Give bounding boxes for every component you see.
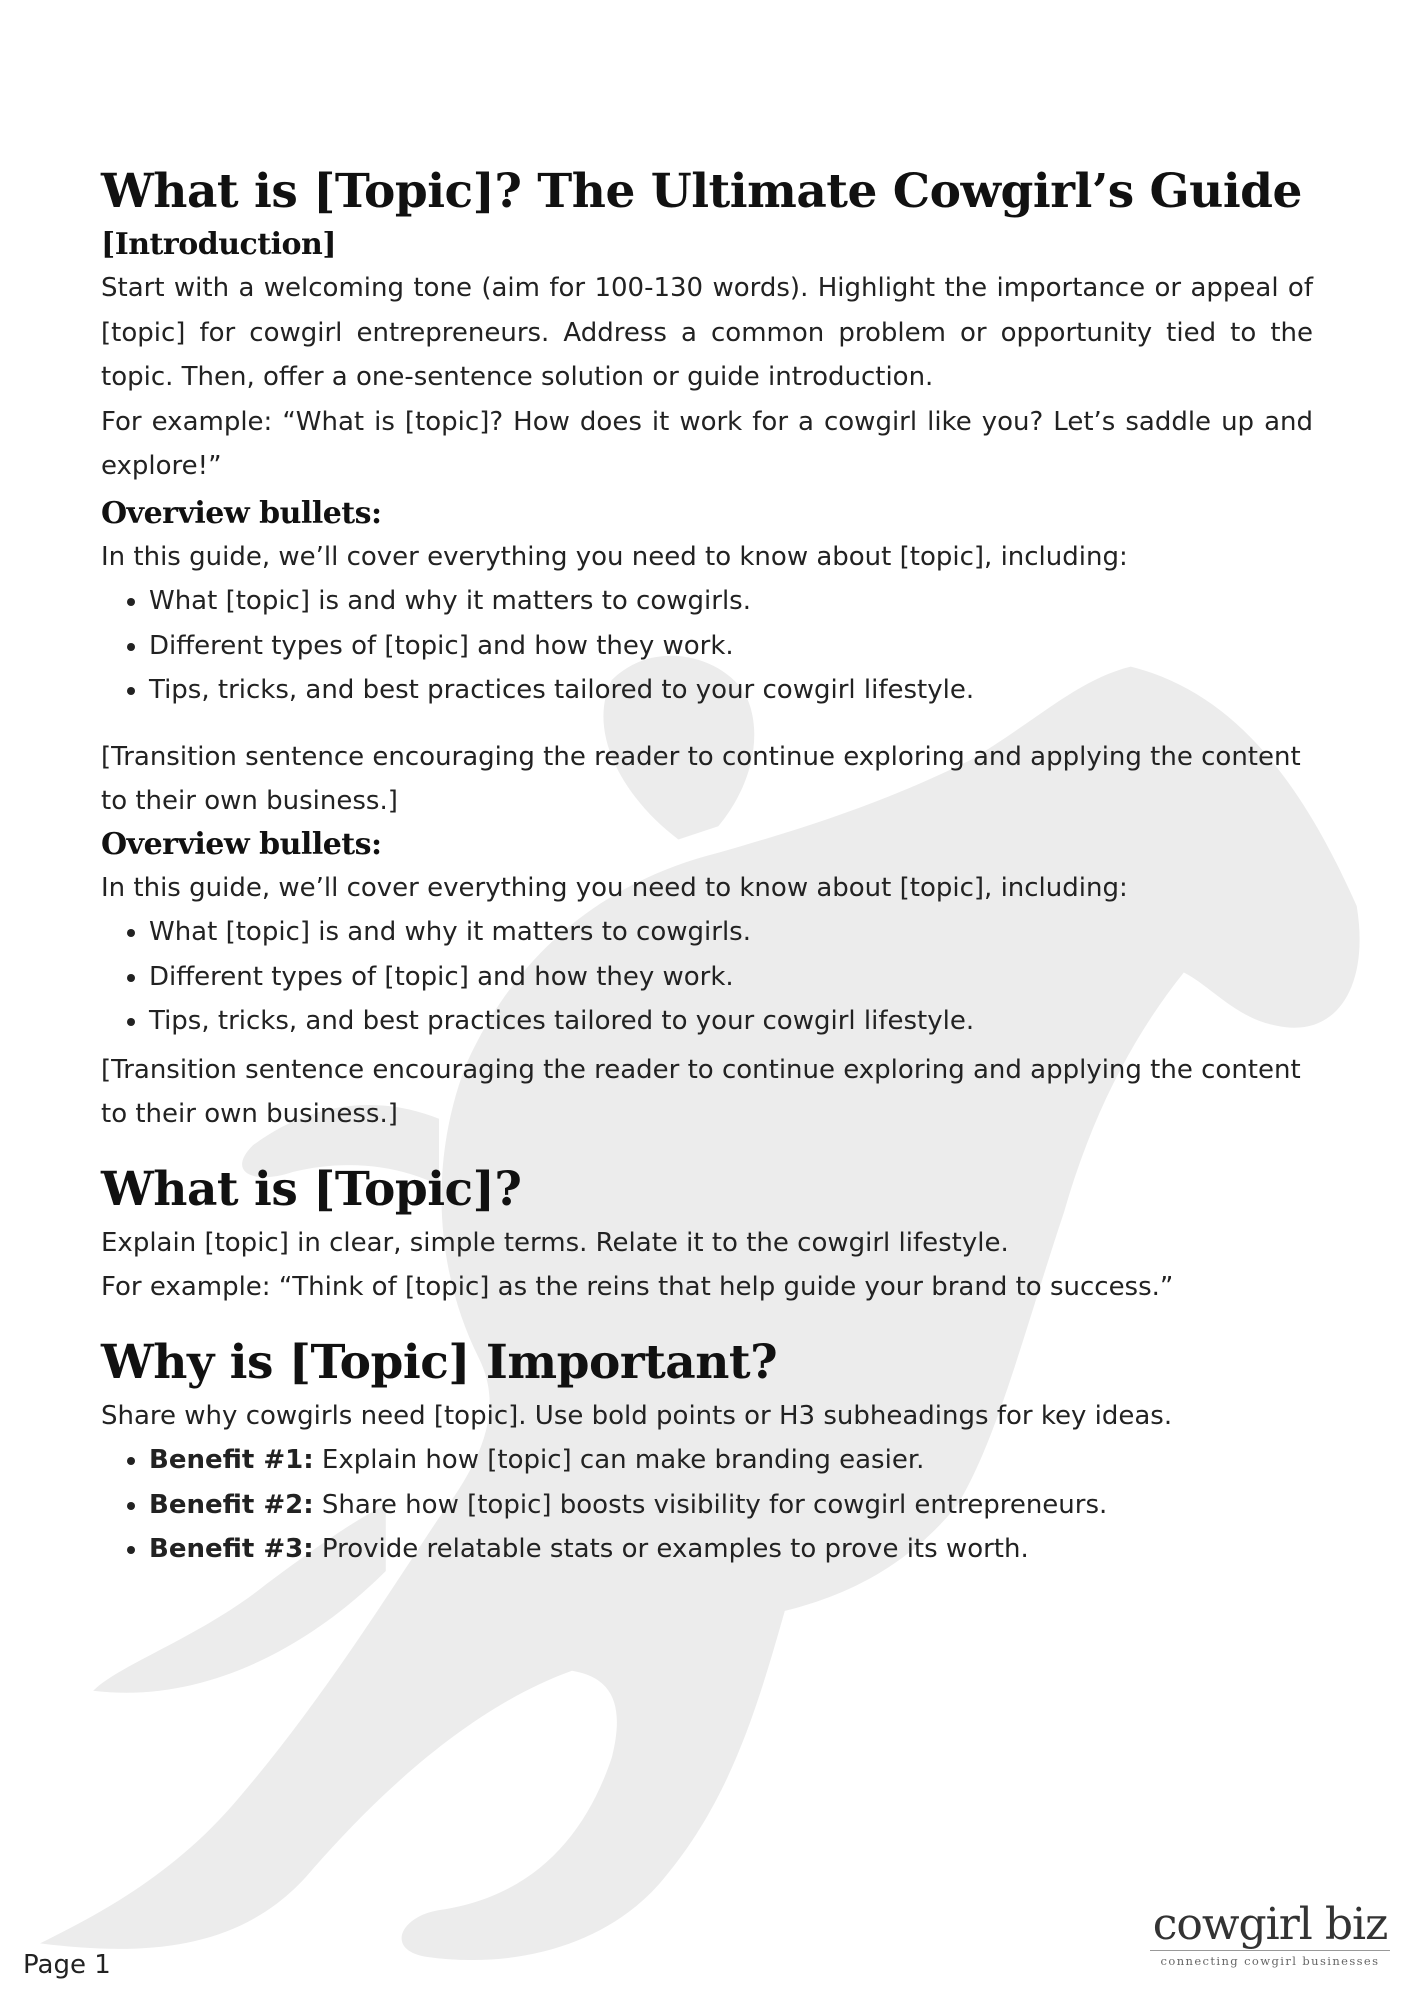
what-is-example: For example: “Think of [topic] as the reins that help guide your brand to success.” [101, 1272, 1174, 1302]
list-item: • Different types of [topic] and how they work. [149, 624, 1313, 669]
why-important-text: Share why cowgirls need [topic]. Use bold points or H3 subheadings for key ideas. [101, 1400, 1173, 1431]
why-important-heading: Why is [Topic] Important? [101, 1334, 778, 1390]
benefit-label: Benefit #3: [149, 1534, 314, 1564]
benefits-list [101, 1438, 1313, 1572]
intro-example: For example: “What is [topic]? How does it work for a cowgirl like you? Let’s saddle up and explore!” [101, 406, 1313, 481]
what-is-text: Explain [topic] in clear, simple terms. Relate it to the cowgirl lifestyle. [101, 1227, 1009, 1258]
list-item: • Tips, tricks, and best practices tailored to your cowgirl lifestyle. [149, 668, 1313, 713]
transition-sentence-1: [Transition sentence encouraging the reader to continue exploring and applying the content to their own business.] [101, 741, 1301, 816]
document-body [101, 160, 1313, 1572]
page-number: Page 1 [23, 1950, 111, 1980]
benefit-label: Benefit #1: [149, 1445, 314, 1475]
logo-tagline: connecting cowgirl businesses [1150, 1950, 1390, 1968]
benefit-label: Benefit #2: [149, 1489, 314, 1520]
transition-sentence-2: [Transition sentence encouraging the reader to continue exploring and applying the content to their own business.] [101, 1054, 1301, 1129]
overview-lead-1: In this guide, we’ll cover everything you need to know about [topic], including: [101, 541, 1128, 572]
benefit-text: Explain how [topic] can make branding easier. [313, 1445, 925, 1475]
overview-lead-2: In this guide, we’ll cover everything you need to know about [topic], including: [101, 872, 1128, 903]
benefit-text: Provide relatable stats or examples to prove its worth. [313, 1534, 1029, 1564]
list-item: • What [topic] is and why it matters to cowgirls. [149, 910, 1313, 955]
intro-paragraph: Start with a welcoming tone (aim for 100-130 words). Highlight the importance or appeal of [topic] for cowgirl entrepreneurs. Address a common problem or opportunity tied to the topic. Then, offer a one-sentence solution or guide introduction. [101, 273, 1313, 392]
document-title: What is [Topic]? The Ultimate Cowgirl’s Guide [101, 164, 1302, 219]
list-item: • Different types of [topic] and how they work. [149, 955, 1313, 1000]
cowgirl-biz-logo [1150, 1900, 1390, 1968]
list-item [149, 1527, 1313, 1572]
overview-list-1 [101, 579, 1313, 713]
intro-heading: [Introduction] [101, 227, 337, 262]
overview-heading-1: Overview bullets: [101, 495, 382, 531]
logo-wordmark: cowgirl biz [1152, 1899, 1388, 1950]
list-item: • What [topic] is and why it matters to cowgirls. [149, 579, 1313, 624]
list-item: • Tips, tricks, and best practices tailored to your cowgirl lifestyle. [149, 999, 1313, 1044]
list-item [149, 1438, 1313, 1483]
list-item [149, 1483, 1313, 1528]
benefit-text: Share how [topic] boosts visibility for cowgirl entrepreneurs. [313, 1489, 1108, 1520]
overview-heading-2: Overview bullets: [101, 826, 382, 862]
what-is-heading: What is [Topic]? [101, 1161, 522, 1217]
overview-list-2 [101, 910, 1313, 1044]
